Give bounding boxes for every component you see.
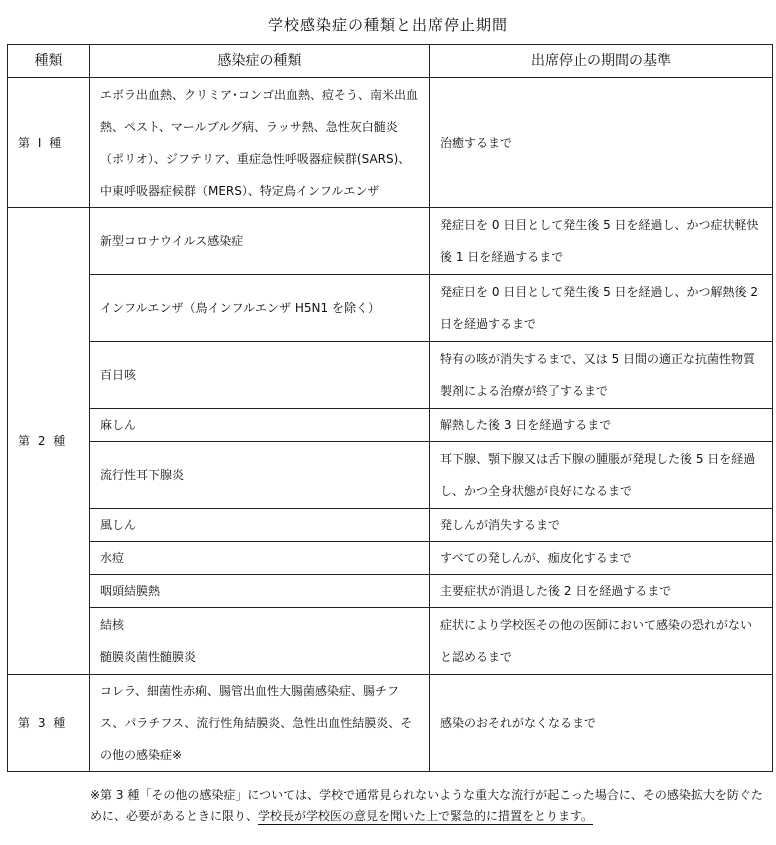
footnote <box>90 785 770 827</box>
class3-diseases: コレラ、細菌性赤痢、腸管出血性大腸菌感染症、腸チフス、パラチフス、流行性角結膜炎、急性出血性結膜炎、その他の感染症※ <box>90 675 430 772</box>
footnote-text: ※第 3 種「その他の感染症」については、学校で通常見られないような重大な流行が起こった場合に、その感染拡大を防ぐために、必要があるときに限り、 <box>90 788 763 823</box>
table-row <box>8 78 773 208</box>
table-row <box>8 442 773 509</box>
disease-line: 髄膜炎菌性髄膜炎 <box>100 650 197 664</box>
disease-cell: インフルエンザ（鳥インフルエンザ H5N1 を除く） <box>90 275 430 342</box>
disease-cell <box>90 608 430 675</box>
table-row <box>8 275 773 342</box>
footnote-underlined: 学校長が学校医の意見を聞いた上で緊急的に措置をとります。 <box>258 809 594 823</box>
infection-table <box>7 44 773 772</box>
header-type: 種類 <box>8 45 90 78</box>
class1-criteria: 治癒するまで <box>430 78 773 208</box>
class3-criteria: 感染のおそれがなくなるまで <box>430 675 773 772</box>
criteria-cell: 症状により学校医その他の医師において感染の恐れがないと認めるまで <box>430 608 773 675</box>
class2-label: 第 2 種 <box>8 208 90 675</box>
disease-line: 結核 <box>100 618 125 632</box>
disease-cell: 咽頭結膜熱 <box>90 575 430 608</box>
table-row <box>8 409 773 442</box>
page-title: 学校感染症の種類と出席停止期間 <box>267 16 508 34</box>
disease-cell: 水痘 <box>90 542 430 575</box>
disease-cell: 新型コロナウイルス感染症 <box>90 208 430 275</box>
disease-cell: 風しん <box>90 509 430 542</box>
criteria-cell: 発症日を 0 日目として発生後 5 日を経過し、かつ解熱後 2 日を経過するまで <box>430 275 773 342</box>
table-row <box>8 608 773 675</box>
disease-cell: 流行性耳下腺炎 <box>90 442 430 509</box>
criteria-cell: 主要症状が消退した後 2 日を経過するまで <box>430 575 773 608</box>
criteria-cell: すべての発しんが、痂皮化するまで <box>430 542 773 575</box>
criteria-cell: 特有の咳が消失するまで、又は 5 日間の適正な抗菌性物質製剤による治療が終了するまで <box>430 342 773 409</box>
disease-cell: 百日咳 <box>90 342 430 409</box>
header-disease: 感染症の種類 <box>90 45 430 78</box>
class3-label: 第 3 種 <box>8 675 90 772</box>
criteria-cell: 発症日を 0 日目として発生後 5 日を経過し、かつ症状軽快後 1 日を経過するまで <box>430 208 773 275</box>
table-row <box>8 509 773 542</box>
table-row <box>8 675 773 772</box>
header-criteria: 出席停止の期間の基準 <box>430 45 773 78</box>
class1-label: 第 Ⅰ 種 <box>8 78 90 208</box>
class1-diseases: エボラ出血熱、クリミア･コンゴ出血熱、痘そう、南米出血熱、ペスト、マールブルグ病、ラッサ熱、急性灰白髄炎（ポリオ）、ジフテリア、重症急性呼吸器症候群(SARS)、中東呼吸器症候群（MERS）、特定鳥インフルエンザ <box>90 78 430 208</box>
table-row <box>8 342 773 409</box>
disease-cell: 麻しん <box>90 409 430 442</box>
table-header-row <box>8 45 773 78</box>
table-row <box>8 208 773 275</box>
criteria-cell: 解熱した後 3 日を経過するまで <box>430 409 773 442</box>
table-row <box>8 542 773 575</box>
criteria-cell: 耳下腺、顎下腺又は舌下腺の腫脹が発現した後 5 日を経過し、かつ全身状態が良好になるまで <box>430 442 773 509</box>
table-row <box>8 575 773 608</box>
criteria-cell: 発しんが消失するまで <box>430 509 773 542</box>
